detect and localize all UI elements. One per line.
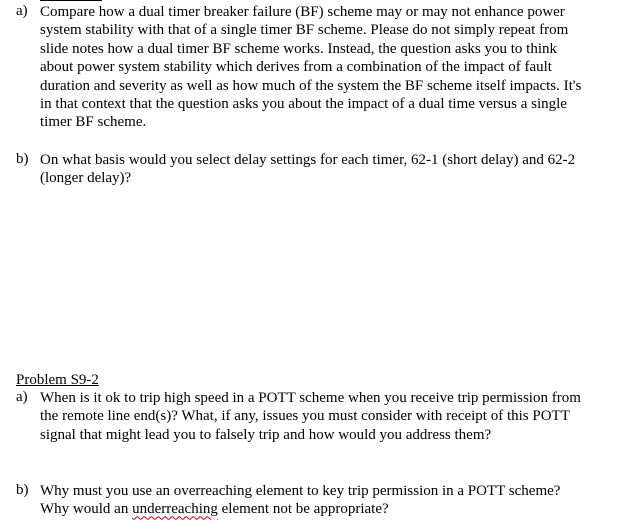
problem-heading: Problem S9-2 <box>16 372 99 388</box>
question-a-stability <box>16 3 591 132</box>
question-text: Compare how a dual timer breaker failure (BF) scheme may or may not enhance power system stability with that of a single timer BF scheme. Please do not simply repeat from slide notes how a dual timer BF scheme works. Instead, the question asks you to think about power system stability which derives from a combination of the impact of fault duration and severity as well as how much of the system the BF scheme itself impacts. It's in that context that the question asks you about the impact of a dual time versus a single timer BF scheme. <box>40 4 582 131</box>
question-text: On what basis would you select delay settings for each timer, 62-1 (short delay) and 62-2 (longer delay)? <box>40 152 576 187</box>
item-marker: a) <box>16 389 28 405</box>
item-marker: b) <box>16 482 29 498</box>
question-a-pott-trip <box>16 389 591 444</box>
question-b-delay-settings <box>16 151 591 188</box>
item-marker: a) <box>16 3 28 19</box>
question-text <box>40 482 591 519</box>
question-text-start: Why must you use an overreaching element to key trip permission in a POTT scheme? Why would an <box>40 483 561 518</box>
question-b-overreaching <box>16 482 591 519</box>
spellcheck-flagged-word: underreaching <box>132 501 218 518</box>
top-rule <box>40 0 102 1</box>
question-text: When is it ok to trip high speed in a POTT scheme when you receive trip permission from the remote line end(s)? What, if any, issues you must consider with receipt of this POTT signal that might lead you to falsely trip and how would you address them? <box>40 390 581 443</box>
question-text-end: element not be appropriate? <box>217 501 389 518</box>
item-marker: b) <box>16 151 29 167</box>
